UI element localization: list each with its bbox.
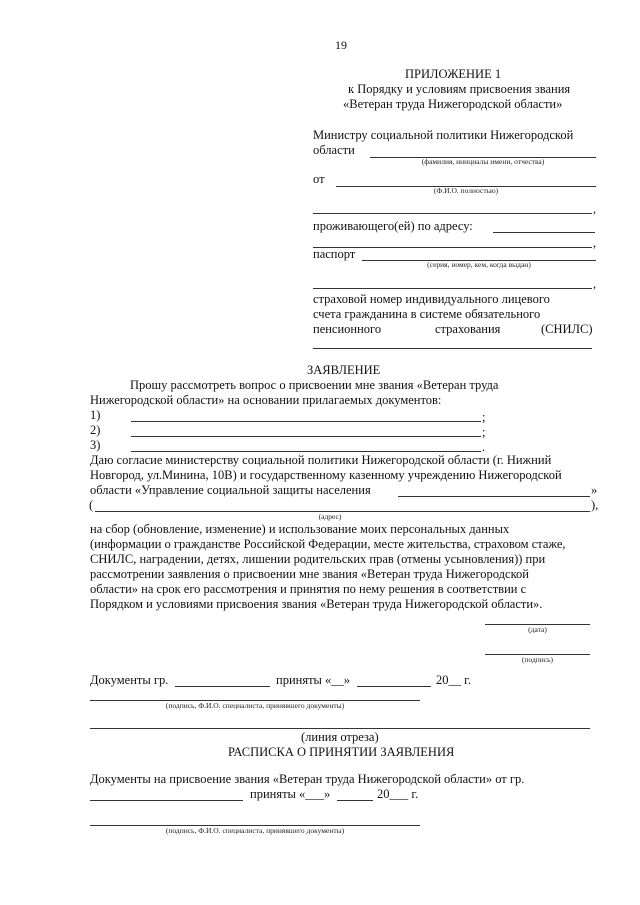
receipt-month-line[interactable]	[337, 800, 373, 801]
receipt-title: РАСПИСКА О ПРИНЯТИИ ЗАЯВЛЕНИЯ	[228, 745, 455, 759]
minister-name-caption: (фамилия, инициалы имени, отчества)	[421, 157, 545, 166]
personal-data-line-1: на сбор (обновление, изменение) и использование моих персональных данных	[90, 522, 510, 536]
statement-intro-2: Нижегородской области» на основании прилагаемых документов:	[90, 393, 442, 407]
item-1-semicolon: ;	[482, 410, 486, 424]
addressee-oblasti: области	[313, 143, 355, 157]
statement-title: ЗАЯВЛЕНИЕ	[307, 363, 381, 377]
passport-label: паспорт	[313, 247, 356, 261]
snils-word-1: пенсионного	[313, 322, 382, 336]
paren-open: (	[89, 498, 94, 512]
from-label: от	[313, 172, 325, 186]
item-2-number: 2)	[90, 423, 101, 437]
appendix-subtitle-2: «Ветеран труда Нижегородской области»	[343, 97, 563, 111]
personal-data-line-4: рассмотрении заявления о присвоении мне звания «Ветеран труда Нижегородской	[90, 567, 529, 581]
signature-caption: (подпись)	[521, 655, 554, 664]
personal-data-line-6: Порядком и условиями присвоения звания «Ветеран труда Нижегородской области».	[90, 597, 543, 611]
item-3-number: 3)	[90, 438, 101, 452]
quote-close: »	[591, 483, 598, 497]
item-2-line[interactable]	[131, 436, 481, 437]
address-caption: (адрес)	[318, 512, 342, 521]
receipt-line-1: Документы на присвоение звания «Ветеран труда Нижегородской области» от гр.	[90, 772, 525, 786]
consent-line-3: области «Управление социальной защиты населения	[90, 483, 371, 497]
appendix-title: ПРИЛОЖЕНИЕ 1	[405, 67, 502, 81]
acceptance-year-label: 20__ г.	[436, 673, 471, 687]
page-number: 19	[335, 38, 347, 52]
acceptance-accepted-label: приняты «__»	[276, 673, 351, 687]
receipt-year-label: 20___ г.	[377, 787, 419, 801]
item-1-number: 1)	[90, 408, 101, 422]
item-3-period: .	[482, 440, 486, 454]
residence-label: проживающего(ей) по адресу:	[313, 219, 473, 233]
acceptance-month-line[interactable]	[357, 686, 431, 687]
snils-number-line[interactable]	[313, 348, 592, 349]
applicant-name-line-2[interactable]	[313, 213, 592, 214]
snils-line-2: счета гражданина в системе обязательного	[313, 307, 541, 321]
receipt-name-line[interactable]	[90, 800, 243, 801]
acceptance-specialist-caption: (подпись, Ф.И.О. специалиста, принявшего документы)	[165, 701, 345, 710]
personal-data-line-3: СНИЛС, наградении, детях, лишении родительских прав (отмены усыновления)) при	[90, 552, 546, 566]
snils-line-1: страховой номер индивидуального лицевого	[313, 292, 550, 306]
consent-line-2: Новгород, ул.Минина, 10В) и государственному казенному учреждению Нижегородской	[90, 468, 562, 482]
institution-line[interactable]	[398, 496, 590, 497]
receipt-specialist-caption: (подпись, Ф.И.О. специалиста, принявшего документы)	[165, 826, 345, 835]
personal-data-line-2: (информации о гражданстве Российской Федерации, месте жительства, страховом стаже,	[90, 537, 566, 551]
comma-3: ,	[593, 277, 597, 291]
cut-line-label: (линия отреза)	[301, 730, 379, 744]
residence-address-line[interactable]	[493, 232, 595, 233]
snils-word-2: страхования	[435, 322, 501, 336]
statement-intro-1: Прошу рассмотреть вопрос о присвоении мне звания «Ветеран труда	[130, 378, 499, 392]
item-1-line[interactable]	[131, 421, 481, 422]
item-2-semicolon: ;	[482, 425, 486, 439]
snils-word-3: (СНИЛС)	[541, 322, 593, 336]
paren-close: ),	[591, 498, 599, 512]
addressee-line-1: Министру социальной политики Нижегородской	[313, 128, 574, 142]
receipt-accepted-label: приняты «___»	[250, 787, 331, 801]
passport-line-2[interactable]	[313, 288, 592, 289]
appendix-subtitle-1: к Порядку и условиям присвоения звания	[348, 82, 571, 96]
date-caption: (дата)	[528, 625, 547, 634]
passport-caption: (серия, номер, кем, когда выдан)	[427, 260, 531, 269]
consent-line-1: Даю согласие министерству социальной политики Нижегородской области (г. Нижний	[90, 453, 552, 467]
cut-line	[90, 728, 590, 729]
comma-1: ,	[593, 202, 597, 216]
item-3-line[interactable]	[131, 451, 481, 452]
acceptance-docs-label: Документы гр.	[90, 673, 169, 687]
personal-data-line-5: области» на срок его рассмотрения и принятия по нему решения в соответствии с	[90, 582, 527, 596]
comma-2: ,	[593, 236, 597, 250]
acceptance-name-line[interactable]	[175, 686, 270, 687]
applicant-name-caption: (Ф.И.О. полностью)	[433, 186, 499, 195]
